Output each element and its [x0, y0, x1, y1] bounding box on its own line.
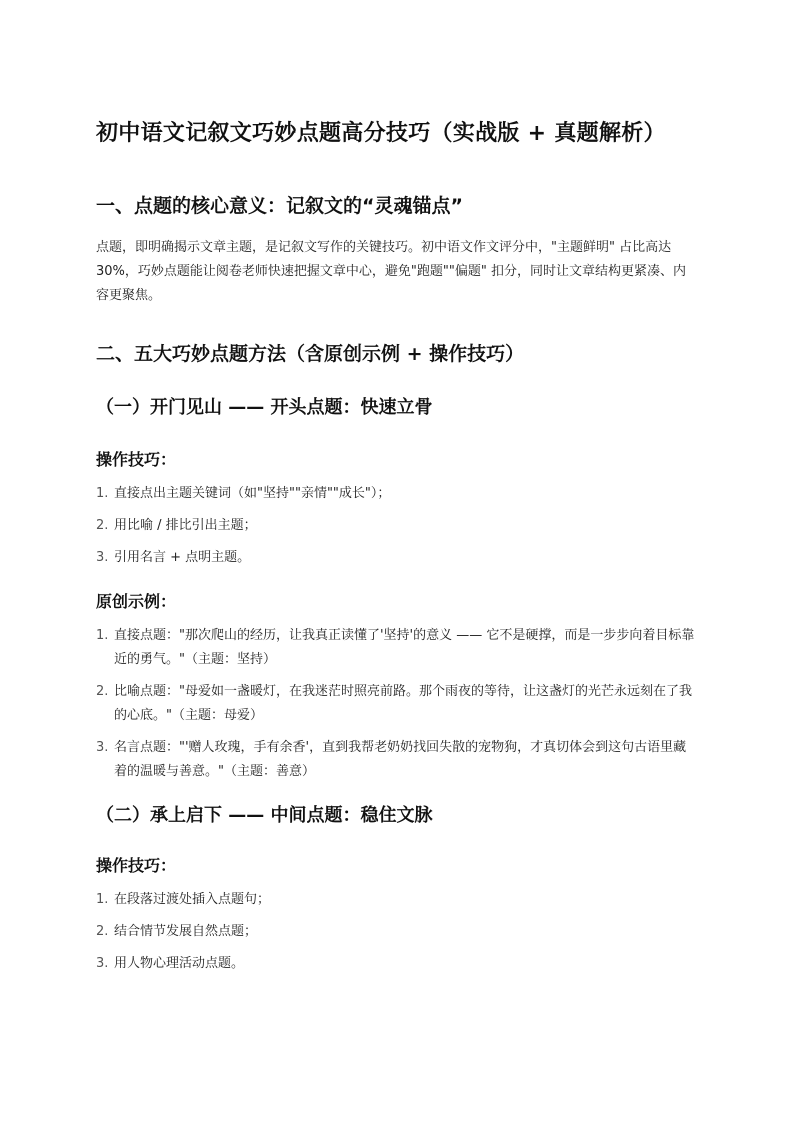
list-item: 3. 引用名言 + 点明主题。 [96, 546, 696, 570]
subsection-2-heading: （二）承上启下 —— 中间点题：稳住文脉 [96, 805, 433, 826]
list-item: 1. 直接点题："那次爬山的经历，让我真正读懂了'坚持'的意义 —— 它不是硬撑，而是一步步向着目标靠近的勇气。"（主题：坚持） [96, 624, 696, 672]
list-number: 3. [96, 956, 109, 971]
list-number: 1. [96, 486, 109, 501]
list-item: 3. 用人物心理活动点题。 [96, 952, 696, 976]
document-page [96, 116, 696, 976]
list-item: 2. 结合情节发展自然点题； [96, 920, 696, 944]
list-item: 3. 名言点题："'赠人玫瑰，手有余香'，直到我帮老奶奶找回失散的宠物狗，才真切体会到这句古语里藏着的温暖与善意。"（主题：善意） [96, 736, 696, 784]
list-number: 3. [96, 550, 109, 565]
subsection-1-examples-label: 原创示例： [96, 592, 177, 611]
section-1-heading: 一、点题的核心意义：记叙文的“灵魂锚点” [96, 195, 463, 217]
list-number: 1. [96, 628, 109, 643]
list-number: 2. [96, 684, 109, 699]
subsection-1-tips-label: 操作技巧： [96, 450, 177, 469]
subsection-1-heading: （一）开门见山 —— 开头点题：快速立骨 [96, 397, 433, 418]
subsection-2-tips-list [96, 888, 696, 976]
list-number: 2. [96, 924, 109, 939]
list-number: 2. [96, 518, 109, 533]
page-title: 初中语文记叙文巧妙点题高分技巧（实战版 + 真题解析） [96, 121, 666, 146]
subsection-1-tips-list [96, 482, 696, 570]
list-item: 2. 用比喻 / 排比引出主题； [96, 514, 696, 538]
section-1-paragraph: 点题，即明确揭示文章主题，是记叙文写作的关键技巧。初中语文作文评分中，"主题鲜明" 占比高达 30%，巧妙点题能让阅卷老师快速把握文章中心，避免"跑题""偏题" 扣分，同时让文章结构更紧凑、内容更聚焦。 [96, 240, 686, 303]
list-item: 1. 在段落过渡处插入点题句； [96, 888, 696, 912]
list-item: 2. 比喻点题："母爱如一盏暖灯，在我迷茫时照亮前路。那个雨夜的等待，让这盏灯的光芒永远刻在了我的心底。"（主题：母爱） [96, 680, 696, 728]
list-item: 1. 直接点出主题关键词（如"坚持""亲情""成长"）； [96, 482, 696, 506]
list-number: 1. [96, 892, 109, 907]
list-number: 3. [96, 740, 109, 755]
subsection-2-tips-label: 操作技巧： [96, 856, 177, 875]
section-2-heading: 二、五大巧妙点题方法（含原创示例 + 操作技巧） [96, 343, 525, 365]
subsection-1-examples-list [96, 624, 696, 784]
